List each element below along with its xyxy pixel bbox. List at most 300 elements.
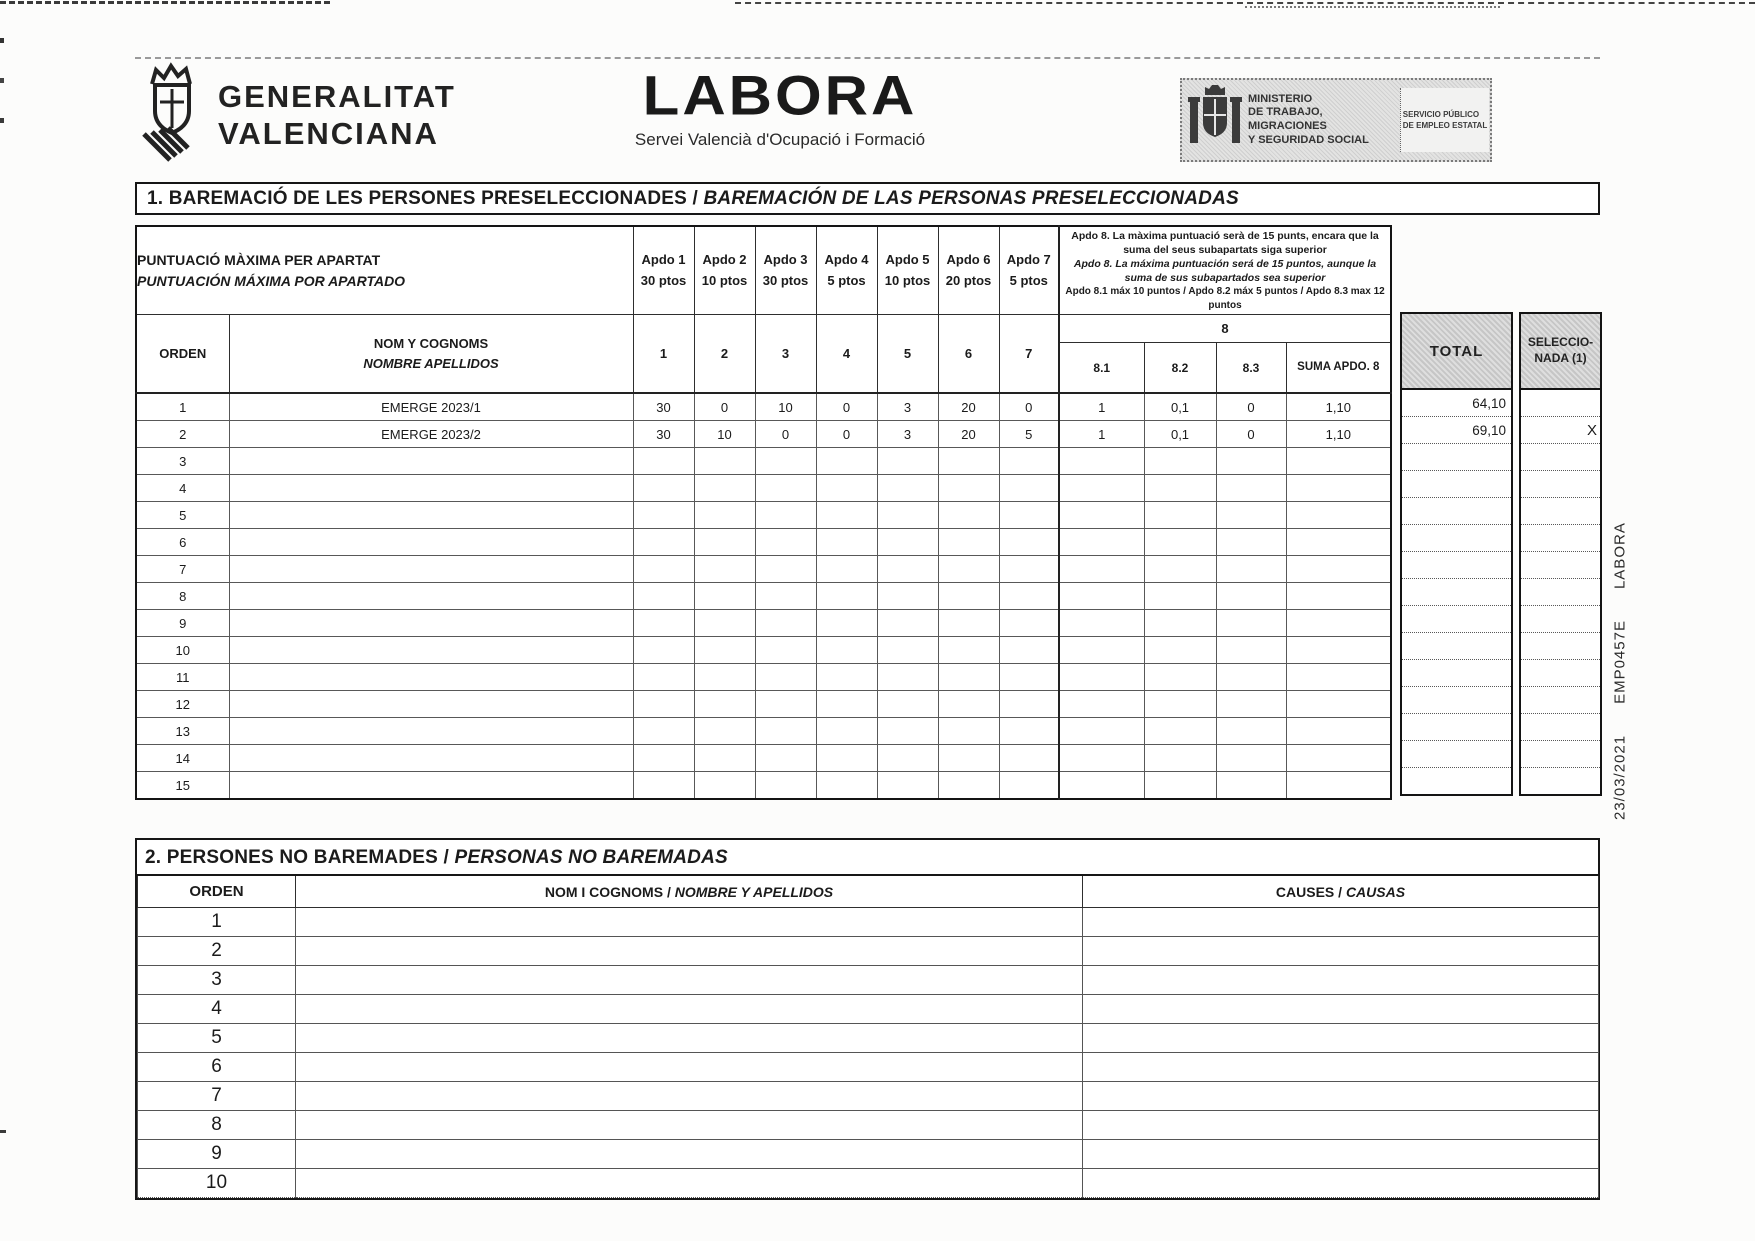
total-cell	[1402, 660, 1511, 687]
name-cell	[296, 1169, 1083, 1198]
causes-header: CAUSES / CAUSAS	[1083, 875, 1599, 908]
col82-header: 8.2	[1144, 343, 1216, 394]
orden-header: ORDEN	[136, 315, 229, 394]
orden-cell: 10	[138, 1169, 296, 1198]
score-cell	[1286, 448, 1391, 475]
score-cell	[1286, 475, 1391, 502]
score-cell	[755, 502, 816, 529]
score-cell	[877, 556, 938, 583]
score-cell	[877, 610, 938, 637]
causes-cell	[1083, 1140, 1599, 1169]
score-cell	[755, 745, 816, 772]
causes-cell	[1083, 1053, 1599, 1082]
score-cell	[1144, 610, 1216, 637]
selected-cell	[1521, 741, 1600, 768]
score-cell	[633, 583, 694, 610]
baremacion-row	[136, 502, 1391, 529]
no-baremadas-row	[138, 1140, 1599, 1169]
ministry-logo	[1180, 78, 1492, 162]
baremacion-row	[136, 556, 1391, 583]
no-baremadas-row	[138, 908, 1599, 937]
score-cell	[999, 691, 1059, 718]
score-cell	[1216, 529, 1286, 556]
orden-cell: 1	[138, 908, 296, 937]
score-cell	[938, 772, 999, 800]
score-cell	[938, 448, 999, 475]
score-cell	[1286, 745, 1391, 772]
score-cell: 0	[694, 393, 755, 421]
score-cell	[1216, 664, 1286, 691]
causes-cell	[1083, 937, 1599, 966]
no-baremadas-row	[138, 995, 1599, 1024]
score-cell: 0,1	[1144, 421, 1216, 448]
baremacion-row	[136, 475, 1391, 502]
score-cell	[1059, 502, 1144, 529]
score-cell	[1059, 448, 1144, 475]
orden-cell: 2	[136, 421, 229, 448]
score-cell: 0	[999, 393, 1059, 421]
score-cell	[1059, 772, 1144, 800]
causes-cell	[1083, 1169, 1599, 1198]
selected-column-body	[1521, 390, 1600, 794]
name-cell	[229, 637, 633, 664]
selected-cell	[1521, 660, 1600, 687]
score-cell	[999, 529, 1059, 556]
name-cell	[229, 772, 633, 800]
score-cell	[694, 664, 755, 691]
score-cell	[633, 718, 694, 745]
total-column	[1400, 312, 1513, 796]
score-cell: 20	[938, 393, 999, 421]
score-cell	[1144, 691, 1216, 718]
score-cell	[1286, 583, 1391, 610]
orden-cell: 3	[138, 966, 296, 995]
selected-cell	[1521, 498, 1600, 525]
name-cell	[296, 995, 1083, 1024]
section2	[135, 838, 1600, 1200]
name-cell	[296, 1082, 1083, 1111]
score-cell	[999, 475, 1059, 502]
score-cell	[755, 448, 816, 475]
name-header: NOM Y COGNOMS NOMBRE APELLIDOS	[229, 315, 633, 394]
selected-cell	[1521, 525, 1600, 552]
name-cell: EMERGE 2023/1	[229, 393, 633, 421]
score-cell	[877, 718, 938, 745]
score-cell	[1216, 475, 1286, 502]
name-cell	[229, 529, 633, 556]
score-cell	[816, 637, 877, 664]
causes-cell	[1083, 1082, 1599, 1111]
score-cell	[1144, 583, 1216, 610]
name-cell: EMERGE 2023/2	[229, 421, 633, 448]
score-cell	[816, 718, 877, 745]
score-cell	[1216, 637, 1286, 664]
score-cell	[938, 691, 999, 718]
score-cell	[816, 475, 877, 502]
no-baremadas-table	[137, 874, 1599, 1198]
score-cell	[1286, 502, 1391, 529]
name-cell	[229, 745, 633, 772]
orden-cell: 10	[136, 637, 229, 664]
name-cell	[229, 610, 633, 637]
score-cell	[1286, 664, 1391, 691]
score-cell	[1216, 448, 1286, 475]
baremacion-row	[136, 745, 1391, 772]
score-cell	[633, 475, 694, 502]
score-cell	[1144, 772, 1216, 800]
apdo6-header: Apdo 6 20 ptos	[938, 226, 999, 315]
score-cell: 30	[633, 393, 694, 421]
score-cell	[1059, 745, 1144, 772]
score-cell	[1286, 772, 1391, 800]
score-cell	[877, 691, 938, 718]
no-baremadas-row	[138, 1169, 1599, 1198]
score-cell	[694, 583, 755, 610]
apdo5-header: Apdo 5 10 ptos	[877, 226, 938, 315]
score-cell	[1286, 718, 1391, 745]
orden-cell: 14	[136, 745, 229, 772]
score-cell	[755, 583, 816, 610]
no-baremadas-row	[138, 1111, 1599, 1140]
orden-cell: 2	[138, 937, 296, 966]
score-cell: 10	[755, 393, 816, 421]
labora-logo	[578, 66, 982, 150]
selected-cell	[1521, 606, 1600, 633]
score-cell	[999, 718, 1059, 745]
no-baremadas-row	[138, 1053, 1599, 1082]
baremacion-row	[136, 583, 1391, 610]
col4-header: 4	[816, 315, 877, 394]
name-cell	[296, 1111, 1083, 1140]
score-cell	[938, 583, 999, 610]
score-cell: 5	[999, 421, 1059, 448]
orden-cell: 7	[138, 1082, 296, 1111]
total-cell	[1402, 444, 1511, 471]
total-cell	[1402, 471, 1511, 498]
score-cell	[999, 637, 1059, 664]
baremacion-row	[136, 448, 1391, 475]
total-cell	[1402, 633, 1511, 660]
total-cell	[1402, 498, 1511, 525]
max-score-label: PUNTUACIÓ MÀXIMA PER APARTAT PUNTUACIÓN MÁXIMA POR APARTADO	[136, 226, 633, 315]
score-cell	[1286, 637, 1391, 664]
labora-wordmark: LABORA	[642, 64, 918, 127]
baremacion-row	[136, 637, 1391, 664]
col5-header: 5	[877, 315, 938, 394]
selected-cell	[1521, 714, 1600, 741]
score-cell	[1216, 718, 1286, 745]
score-cell	[877, 637, 938, 664]
score-cell: 20	[938, 421, 999, 448]
generalitat-wordmark: GENERALITAT VALENCIANA	[218, 78, 456, 151]
score-cell	[999, 502, 1059, 529]
name-cell	[296, 1140, 1083, 1169]
score-cell	[633, 664, 694, 691]
score-cell	[694, 502, 755, 529]
orden-cell: 7	[136, 556, 229, 583]
apdo7-header: Apdo 7 5 ptos	[999, 226, 1059, 315]
orden-cell: 6	[136, 529, 229, 556]
baremacion-row	[136, 691, 1391, 718]
apdo8-note: Apdo 8. La màxima puntuació serà de 15 punts, encara que la suma del seus subapartats siga superior Apdo 8. La máxima puntuación será de 15 puntos, aunque la suma de sus subapartados sea superior Apdo 8.1 máx 10 puntos / Apdo 8.2 máx 5 puntos / Apdo 8.3 max 12 puntos	[1059, 226, 1391, 315]
orden-cell: 13	[136, 718, 229, 745]
score-cell	[1059, 583, 1144, 610]
orden-cell: 4	[138, 995, 296, 1024]
total-cell	[1402, 552, 1511, 579]
no-baremadas-row	[138, 1082, 1599, 1111]
score-cell	[694, 718, 755, 745]
score-cell	[633, 448, 694, 475]
orden-cell: 8	[138, 1111, 296, 1140]
score-cell	[1144, 448, 1216, 475]
labora-subtitle: Servei Valencià d'Ocupació i Formació	[634, 130, 926, 149]
col3-header: 3	[755, 315, 816, 394]
score-cell	[816, 772, 877, 800]
orden-cell: 6	[138, 1053, 296, 1082]
score-cell	[1144, 637, 1216, 664]
score-cell	[1286, 529, 1391, 556]
col81-header: 8.1	[1059, 343, 1144, 394]
name-cell	[229, 448, 633, 475]
section2-title: 2. PERSONES NO BAREMADES / PERSONAS NO BAREMADAS	[145, 847, 728, 868]
score-cell	[1144, 502, 1216, 529]
score-cell	[1059, 610, 1144, 637]
orden-cell: 11	[136, 664, 229, 691]
score-cell	[694, 448, 755, 475]
score-cell	[633, 772, 694, 800]
selected-cell	[1521, 687, 1600, 714]
score-cell	[816, 583, 877, 610]
baremacion-row	[136, 421, 1391, 448]
score-cell	[877, 664, 938, 691]
form-code-vertical: 23/03/2021 EMP0457E LABORA	[1611, 522, 1629, 820]
col2-header: 2	[694, 315, 755, 394]
selected-cell	[1521, 552, 1600, 579]
orden-cell: 9	[136, 610, 229, 637]
score-cell	[755, 610, 816, 637]
orden-cell: 3	[136, 448, 229, 475]
ministry-name: MINISTERIO DE TRABAJO, MIGRACIONES Y SEGURIDAD SOCIAL	[1248, 92, 1369, 146]
score-cell	[1216, 583, 1286, 610]
col7-header: 7	[999, 315, 1059, 394]
score-cell	[1216, 745, 1286, 772]
name-cell	[229, 556, 633, 583]
score-cell	[938, 610, 999, 637]
score-cell	[694, 772, 755, 800]
baremacion-table	[135, 225, 1392, 800]
no-baremadas-row	[138, 1024, 1599, 1053]
score-cell	[938, 556, 999, 583]
score-cell	[816, 502, 877, 529]
score-cell	[1144, 664, 1216, 691]
baremacion-row	[136, 393, 1391, 421]
score-cell	[1286, 691, 1391, 718]
orden-cell: 12	[136, 691, 229, 718]
sepe-label: SERVICIO PÚBLICO DE EMPLEO ESTATAL	[1400, 88, 1489, 152]
score-cell	[1059, 718, 1144, 745]
score-cell	[999, 745, 1059, 772]
score-cell: 0	[816, 393, 877, 421]
score-cell	[938, 475, 999, 502]
gva-coat-of-arms-icon	[140, 62, 204, 169]
score-cell	[999, 610, 1059, 637]
total-cell	[1402, 579, 1511, 606]
total-cell	[1402, 687, 1511, 714]
causes-cell	[1083, 1024, 1599, 1053]
orden-cell: 5	[138, 1024, 296, 1053]
total-cell: 64,10	[1402, 390, 1511, 417]
selected-cell: X	[1521, 417, 1600, 444]
score-cell	[1144, 745, 1216, 772]
score-cell	[877, 583, 938, 610]
apdo3-header: Apdo 3 30 ptos	[755, 226, 816, 315]
causes-cell	[1083, 908, 1599, 937]
score-cell	[755, 772, 816, 800]
selected-column	[1519, 312, 1602, 796]
apdo2-header: Apdo 2 10 ptos	[694, 226, 755, 315]
col1-header: 1	[633, 315, 694, 394]
scan-artifact	[0, 1130, 6, 1133]
orden-cell: 4	[136, 475, 229, 502]
score-cell	[755, 475, 816, 502]
orden-cell: 9	[138, 1140, 296, 1169]
score-cell	[694, 745, 755, 772]
selected-cell	[1521, 444, 1600, 471]
score-cell: 0,1	[1144, 393, 1216, 421]
total-cell	[1402, 714, 1511, 741]
total-column-body	[1402, 390, 1511, 794]
score-cell: 1	[1059, 393, 1144, 421]
name-cell	[229, 718, 633, 745]
score-cell	[1059, 529, 1144, 556]
name-cell	[229, 502, 633, 529]
name-cell	[229, 583, 633, 610]
baremacion-row	[136, 664, 1391, 691]
col6-header: 6	[938, 315, 999, 394]
orden-cell: 8	[136, 583, 229, 610]
no-baremadas-row	[138, 937, 1599, 966]
score-cell	[877, 448, 938, 475]
score-cell	[1216, 610, 1286, 637]
score-cell: 1	[1059, 421, 1144, 448]
orden-cell: 15	[136, 772, 229, 800]
baremacion-row	[136, 529, 1391, 556]
total-cell	[1402, 606, 1511, 633]
scan-artifact	[0, 1, 330, 4]
selected-cell	[1521, 768, 1600, 794]
apdo4-header: Apdo 4 5 ptos	[816, 226, 877, 315]
name-cell	[296, 1053, 1083, 1082]
baremacion-row	[136, 772, 1391, 800]
score-cell	[816, 610, 877, 637]
score-cell	[633, 610, 694, 637]
total-header: TOTAL	[1402, 314, 1511, 390]
score-cell	[877, 772, 938, 800]
score-cell	[999, 556, 1059, 583]
score-cell	[999, 583, 1059, 610]
score-cell: 0	[1216, 421, 1286, 448]
score-cell: 1,10	[1286, 393, 1391, 421]
score-cell	[755, 556, 816, 583]
score-cell	[938, 529, 999, 556]
score-cell	[633, 637, 694, 664]
score-cell	[633, 556, 694, 583]
orden-cell: 5	[136, 502, 229, 529]
total-cell: 69,10	[1402, 417, 1511, 444]
score-cell	[816, 448, 877, 475]
scan-artifact	[735, 2, 1755, 4]
score-cell	[938, 745, 999, 772]
baremacion-row	[136, 718, 1391, 745]
score-cell	[633, 529, 694, 556]
score-cell	[755, 664, 816, 691]
score-cell	[1144, 718, 1216, 745]
score-cell: 30	[633, 421, 694, 448]
score-cell	[694, 556, 755, 583]
score-cell	[694, 691, 755, 718]
name-cell	[296, 908, 1083, 937]
score-cell: 10	[694, 421, 755, 448]
score-cell	[938, 664, 999, 691]
score-cell	[694, 610, 755, 637]
name2-header: NOM I COGNOMS / NOMBRE Y APELLIDOS	[296, 875, 1083, 908]
scan-artifact	[0, 78, 4, 83]
causes-cell	[1083, 966, 1599, 995]
score-cell	[1286, 556, 1391, 583]
score-cell	[694, 529, 755, 556]
score-cell	[999, 772, 1059, 800]
col83-header: 8.3	[1216, 343, 1286, 394]
score-cell	[816, 691, 877, 718]
causes-cell	[1083, 995, 1599, 1024]
apdo1-header: Apdo 1 30 ptos	[633, 226, 694, 315]
score-cell	[938, 502, 999, 529]
score-cell	[1216, 556, 1286, 583]
score-cell	[816, 529, 877, 556]
spain-coat-of-arms-icon	[1188, 85, 1242, 156]
total-cell	[1402, 768, 1511, 794]
total-cell	[1402, 525, 1511, 552]
selected-header: SELECCIO- NADA (1)	[1521, 314, 1600, 390]
score-cell	[877, 745, 938, 772]
col8-group-header: 8	[1059, 315, 1391, 343]
score-cell	[1059, 664, 1144, 691]
score-cell	[755, 529, 816, 556]
score-cell	[816, 556, 877, 583]
score-cell	[877, 529, 938, 556]
score-cell	[1216, 772, 1286, 800]
baremacion-body	[136, 393, 1391, 799]
score-cell	[1216, 691, 1286, 718]
score-cell: 1,10	[1286, 421, 1391, 448]
orden-cell: 1	[136, 393, 229, 421]
score-cell	[1059, 475, 1144, 502]
score-cell	[938, 718, 999, 745]
name-cell	[229, 691, 633, 718]
name-cell	[296, 1024, 1083, 1053]
score-cell: 3	[877, 393, 938, 421]
score-cell	[1059, 637, 1144, 664]
scan-artifact	[1245, 6, 1500, 8]
score-cell: 3	[877, 421, 938, 448]
score-cell	[633, 502, 694, 529]
score-cell	[755, 691, 816, 718]
score-cell	[755, 637, 816, 664]
score-cell	[755, 718, 816, 745]
score-cell	[633, 691, 694, 718]
score-cell	[1286, 610, 1391, 637]
score-cell	[877, 475, 938, 502]
